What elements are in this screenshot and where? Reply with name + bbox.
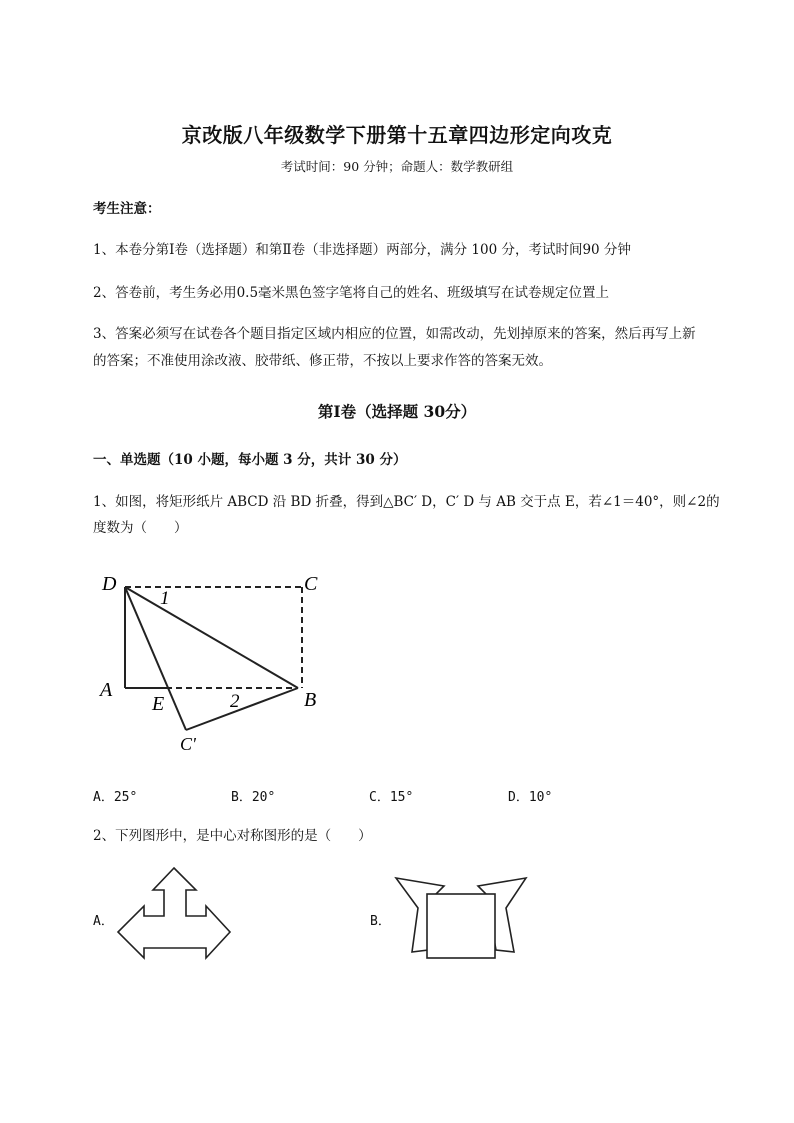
point-label-b: B (304, 689, 317, 711)
question-1-text: 1、如图，将矩形纸片 ABCD 沿 BD 折叠，得到△BC′ D，C′ D 与 AB 交于点 E，若∠1＝40°，则∠2的 (93, 494, 720, 510)
question-2-option-b[interactable]: B． (370, 914, 391, 929)
arrows-figure (115, 866, 235, 968)
question-2-text: 2、下列图形中，是中心对称图形的是（ ） (93, 828, 372, 844)
exam-info: 考试时间：90 分钟；命题人：数学教研组 (280, 159, 514, 174)
question-1-option-c[interactable]: C．15° (369, 790, 414, 805)
question-1-option-d[interactable]: D．10° (508, 790, 553, 805)
flags-square-figure (392, 872, 532, 962)
notice-heading: 考生注意： (93, 201, 161, 217)
question-1-option-a[interactable]: A．25° (93, 790, 138, 805)
notice-item: 2、答卷前，考生务必用0.5毫米黑色签字笔将自己的姓名、班级填写在试卷规定位置上 (93, 285, 610, 301)
point-label-c: C (304, 573, 318, 595)
angle-label-2: 2 (230, 691, 240, 712)
page-title: 京改版八年级数学下册第十五章四边形定向攻克 (181, 123, 613, 147)
question-1-text: 度数为（ ） (93, 520, 188, 536)
notice-item: 3、答案必须写在试卷各个题目指定区域内相应的位置，如需改动，先划掉原来的答案，然后再写上新 (93, 326, 696, 342)
question-2-option-a[interactable]: A． (93, 914, 114, 929)
section-title: 第I卷（选择题 30分） (317, 402, 477, 421)
three-way-arrow-shape (118, 868, 230, 958)
part-heading: 一、单选题（10 小题，每小题 3 分，共计 30 分） (93, 452, 407, 468)
edge-c-prime-b (186, 688, 298, 730)
edge-db (125, 587, 298, 688)
point-label-c-prime: C' (180, 734, 196, 754)
question-1-figure (90, 560, 340, 760)
notice-item: 1、本卷分第I卷（选择题）和第Ⅱ卷（非选择题）两部分，满分 100 分，考试时间90 分钟 (93, 242, 631, 258)
point-label-a: A (100, 679, 113, 701)
question-1-option-b[interactable]: B．20° (231, 790, 276, 805)
point-label-e: E (152, 693, 165, 715)
notice-item: 的答案；不准使用涂改液、胶带纸、修正带，不按以上要求作答的答案无效。 (93, 353, 552, 369)
angle-label-1: 1 (160, 588, 170, 609)
center-square-shape (427, 894, 495, 958)
point-label-d: D (102, 573, 117, 595)
